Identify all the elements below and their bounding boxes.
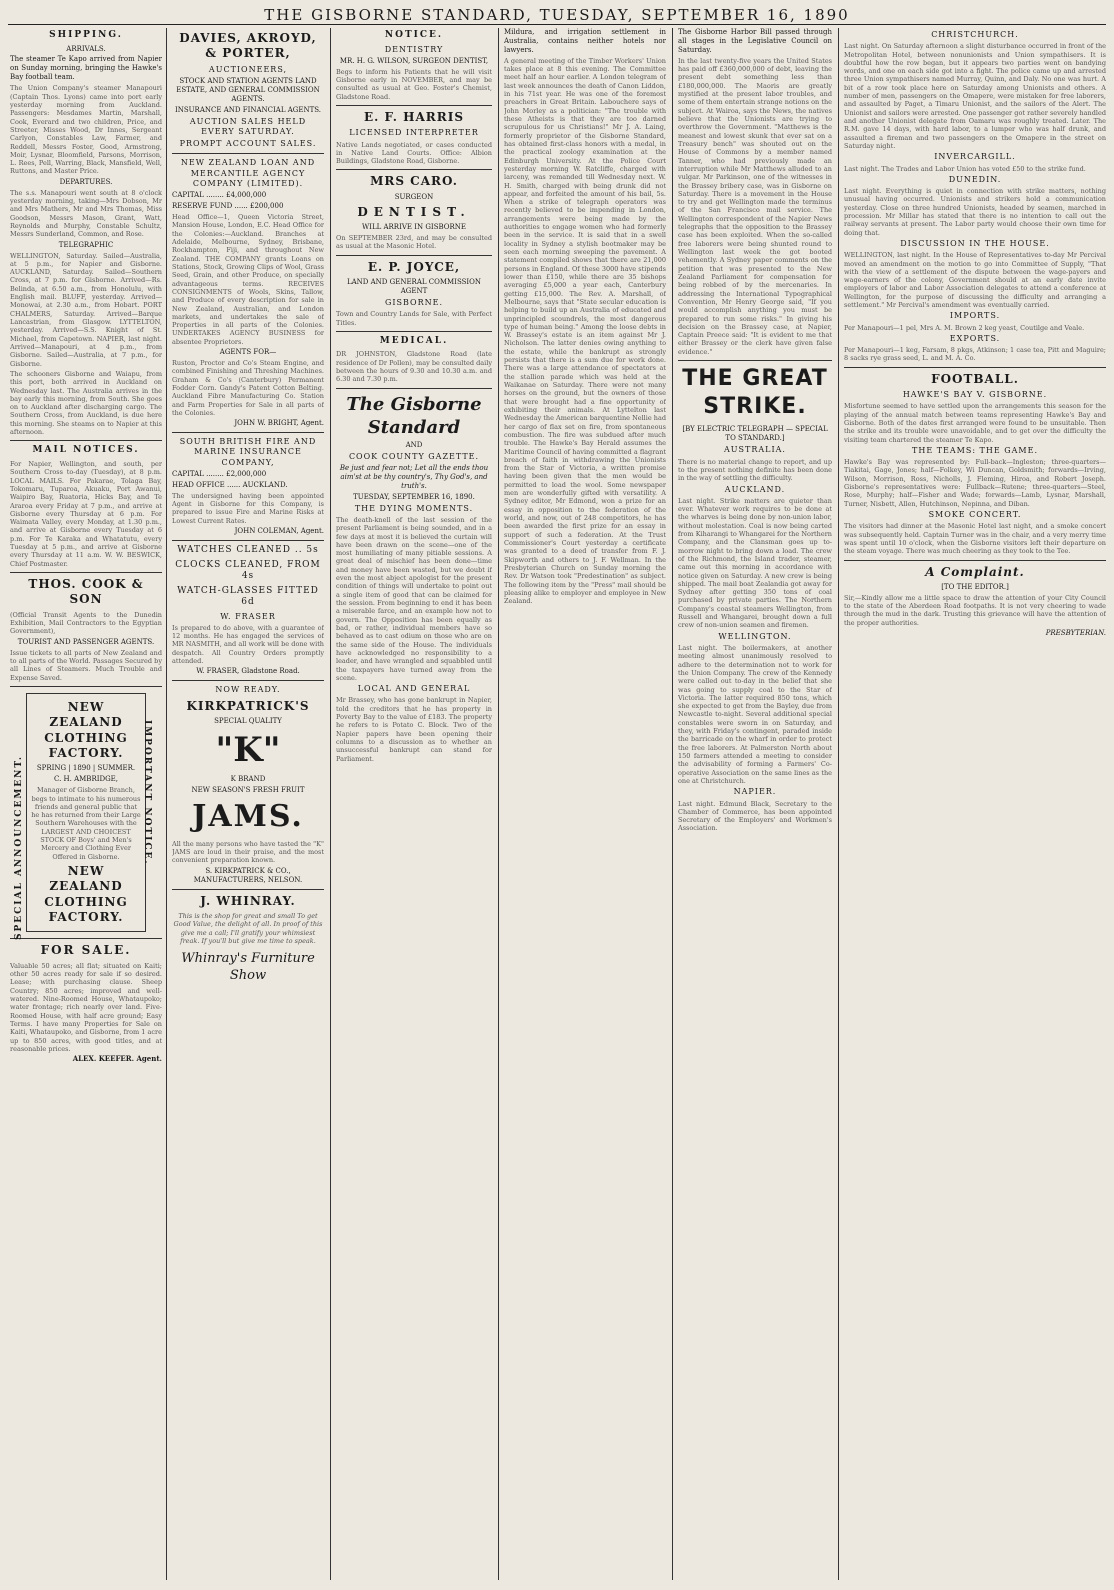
australia-heading: AUSTRALIA. bbox=[724, 445, 786, 455]
filler-text: The undersigned having been appointed Agent in Gisborne for this Company, is prepared to issue Fire and Marine Risks at Lowest Current Rates. bbox=[172, 491, 324, 525]
kirkpatrick-heading: KIRKPATRICK'S bbox=[186, 698, 310, 713]
divider bbox=[336, 105, 492, 106]
motto: Be just and fear not; Let all the ends thou aim'st at be thy country's, Thy God's, and truth's. bbox=[339, 463, 489, 490]
column-rule bbox=[330, 28, 331, 1580]
divider bbox=[172, 540, 324, 541]
complaint-heading: A Complaint. bbox=[925, 564, 1025, 579]
watches-cleaned: WATCHES CLEANED .. 5s bbox=[177, 544, 319, 555]
local-general-heading: LOCAL AND GENERAL bbox=[357, 684, 471, 694]
filler-text: Town and Country Lands for Sale, with Perfect Titles. bbox=[336, 310, 492, 327]
divider bbox=[172, 153, 324, 154]
mail-notices-heading: MAIL NOTICES. bbox=[32, 445, 140, 456]
capital-line: CAPITAL ........ £4,000,000 bbox=[172, 191, 267, 200]
divider bbox=[336, 388, 492, 389]
medical-heading: MEDICAL. bbox=[379, 335, 449, 346]
filler-text: In the last twenty-five years the United States has paid off £360,000,000 of debt, leaving the present debt something less than £180,000,000. The Maoris are greatly mystified at the present labor troubles, and some of them entertain strange notions on the subject. At Wairoa, says the News, the natives believe that the Unionists are trying to overthrow the Government. "Matthews is the meanest and lowest skunk that ever sat on a Treasury bench" was shouted out on the House of Commons by a member named Tanner, who had previously made an interruption while Mr Matthews alluded to an vulgar. Mr Parkinson, one of the witnesses in the Brassey bribery case, was in Gisborne on Saturday. There is a movement in the House to try and get Wellington made the terminus of the San Francisco mail service. The Wellington correspondent of the Napier News telegraphs that the opposition to the Brassey case has been exploited. When the so-called free laborers were being shunted round to Wellington last week the got booted vehemently. A Sydney paper comments on the petition that was presented to the New Zealand Parliament for compensation for being robbed of by the mercenaries. In addressing the International Typographical Convention, Mr Henry George said, "If you would accomplish anything you must be prepared to run some risks." In giving his decision on the Brassey case, at Napier, Captain Preece said: "It is evident to me that either Brassey or the clerk have given false evidence." bbox=[678, 56, 832, 356]
filler-text: Ruston, Proctor and Co's Steam Engine, and combined Finishing and Threshing Machines. Graham & Co's (Canterbury) Permanent Fodder Corn. Gandy's Patent Cotton Belting. Auckland Fibre Manufacturing Co. Station and Farm Properties for Sale in all parts of the Colonies. bbox=[172, 359, 324, 417]
surgeon: SURGEON bbox=[394, 192, 434, 201]
arrivals-text: The steamer Te Kapo arrived from Napier on Sunday morning, bringing the Hawke's Bay football team. bbox=[10, 55, 162, 82]
great-strike-heading: THE GREAT STRIKE. bbox=[682, 366, 828, 420]
exports-heading: EXPORTS. bbox=[949, 333, 1001, 343]
napier-heading: NAPIER. bbox=[733, 787, 777, 797]
imports-heading: IMPORTS. bbox=[949, 311, 1001, 321]
agents-for: AGENTS FOR— bbox=[219, 348, 277, 357]
divider bbox=[678, 360, 832, 361]
teams-heading: THE TEAMS: THE GAME. bbox=[912, 445, 1038, 455]
stock-agents: STOCK AND STATION AGENTS LAND ESTATE, AND GENERAL COMMISSION AGENTS. bbox=[176, 76, 320, 103]
divider bbox=[172, 680, 324, 681]
sb-office: HEAD OFFICE ...... AUCKLAND. bbox=[172, 480, 288, 489]
filler-text: Head Office—1, Queen Victoria Street, Mansion House, London, E.C. Head Office for the Colonies:—Auckland. Branches at Adelaide, Melbourne, Sydney, Brisbane, Rockhampton, Fiji, and throughout New Zealand. THE COMPANY grants Loans on Stations, Stock, Growing Clips of Wool, Grass Seed, Grain, and other Produce, on specially advantageous terms. RECEIVES CONSIGNMENTS of Wools, Skins, Tallow, and Produce of every description for sale in New Zealand, Australian, and London markets, and undertakes the sale of Properties in all parts of the Colonies. UNDERTAKES AGENCY BUSINESS for absentee Proprietors. bbox=[172, 213, 324, 346]
invercargill-heading: INVERCARGILL. bbox=[934, 152, 1016, 162]
lead-paragraph: Mildura, and irrigation settlement in Australia, contains neither hotels nor lawyers. bbox=[504, 28, 666, 54]
filler-text: Misfortune seemed to have settled upon the arrangements this season for the playing of the annual match between teams representing Hawke's Bay and Gisborne. Both of the dates first arranged were found to be unsuitable. Then the strike and its trouble were unavoidable, and to get over the difficulty the visiting team chartered the steamer Te Kapo. bbox=[844, 402, 1106, 444]
auckland-heading: AUCKLAND. bbox=[724, 484, 786, 494]
factory-footer: NEW ZEALAND CLOTHING FACTORY. bbox=[44, 864, 128, 925]
date-line: TUESDAY, SEPTEMBER 16, 1890. bbox=[353, 492, 475, 501]
wilson-line: MR. H. G. WILSON, SURGEON DENTIST, bbox=[339, 56, 489, 65]
tourist-heading: TOURIST AND PASSENGER AGENTS. bbox=[17, 637, 155, 646]
hawkes-bay-heading: HAWKE'S BAY V. GISBORNE. bbox=[902, 390, 1048, 400]
filler-text: The Union Company's steamer Manapouri (Captain Thos. Lyons) came into port early yesterday morning from Auckland. Passengers: Mesdames Martin, Marshall, Cook, Everard and two children, Price, and Streeter, Misses Wood, Dr Innes, Sergeant Carlyon, Constables Law, Farmer, and Reddell, Messrs Foster, Good, Armstrong, Moir, Lysnar, Bloomfield, Parsons, Morrison, L. Rees, Pell, Warring, Black, Mansfield, Well, Ruttons, and Master Price. bbox=[10, 84, 162, 176]
departures-heading: DEPARTURES. bbox=[59, 177, 113, 186]
column-rule bbox=[672, 28, 673, 1580]
watch-glasses: WATCH-GLASSES FITTED 6d bbox=[177, 585, 319, 608]
filler-text: Mr Brassey, who has gone bankrupt in Napier, told the creditors that he has property in Poverty Bay to the value of £183. The property he refers to is Potato C. Block. Two of the Napier papers have been opening their columns to a discussion as to whether an unsuccessful bankrupt can stand for Parliament. bbox=[336, 696, 492, 763]
column-3 bbox=[336, 28, 492, 1580]
divider bbox=[336, 331, 492, 332]
clothing-factory-ad bbox=[26, 693, 146, 933]
now-ready: NOW READY. bbox=[215, 685, 281, 695]
filler-text: Valuable 50 acres; all flat; situated on Kaiti; other 50 acres ready for sale if so desired. Lease; with purchasing clause. Sheep Country; 850 acres; improved and well-watered. Nine-Roomed House, Whataupoko; water frontage; rich nearly over land. Five-Roomed House, with half acre ground; Easy Terms. I have many Properties for Sale on Kaiti, Whataupoko, and Gisborne, from 1 acre up to 850 acres, with good titles, and at reasonable prices. bbox=[10, 961, 162, 1053]
filler-text: This is the shop for great and small To get Good Value, the delight of all. In proof of this give me a call; I'll gratify your whimsiest freak. If you'll but give me time to speak. bbox=[173, 911, 323, 945]
filler-text: On SEPTEMBER 23rd, and may be consulted as usual at the Masonic Hotel. bbox=[336, 234, 492, 251]
filler-text: Last night. Strike matters are quieter than ever. Whatever work requires to be done at the wharves is being done by non-union labor, without molestation. Coal is now being carted from Kiharangi to Whangarei for the Northern Company, and the Clansman goes up to-morrow night to bring down a load. The crew of the Richmond, the Island trader, steamer, came out this morning in accordance with notice given on Saturday. A new crew is being shipped. The mail boat Zealandia got away for Sydney after getting 350 tons of coal purchased by private parties. The Northern Company's coastal steamers Wellington, from Russell and Whangarei, brought down a full crew of non-union seamen and firemen. bbox=[678, 496, 832, 630]
divider bbox=[336, 169, 492, 170]
clocks-cleaned: CLOCKS CLEANED, FROM 4s bbox=[175, 559, 321, 582]
kirkpatrick-footer: S. KIRKPATRICK & CO., MANUFACTURERS, NELSON. bbox=[193, 866, 303, 884]
special-quality: SPECIAL QUALITY bbox=[214, 716, 282, 725]
vertical-banner-left: SPECIAL ANNOUNCEMENT. bbox=[14, 754, 24, 940]
will-arrive: WILL ARRIVE IN GISBORNE bbox=[361, 223, 467, 232]
column-2 bbox=[172, 28, 324, 1580]
wellington-heading: WELLINGTON. bbox=[718, 631, 792, 641]
column-6 bbox=[844, 28, 1106, 1580]
filler-text: Native Lands negotiated, or cases conducted in Native Land Courts. Office: Albion Buildings, Gladstone Road, Gisborne. bbox=[336, 140, 492, 166]
caro-heading: MRS CARO. bbox=[370, 174, 458, 189]
filler-text: The schooners Gisborne and Waiapu, from this port, both arrived in Auckland on Wednesday last. The Australia arrives in the bay early this morning, from South. She goes on to Auckland after discharging cargo. The Southern Cross, from Auckland, is due here this morning. She steams on to Napier at this afternoon. bbox=[10, 369, 162, 437]
filler-text: Hawke's Bay was represented by: Full-back—Ingleston; three-quarters—Tiakitai, Gage, Jones; half—Folkey, Wi Duncan, Goldsmith; forwards—Irving, Wilson, Morrison, Ross, Nicholls, J. Fleming, Hiroa, and Robert Joseph. Gisborne's representatives were: Fullback—Rutene; three-quarters—Steel, Rose, Murphy; half—Fisher and Wade; forwards—Lamb, Lysnar, Marshall, Turner, Nisbett, Allen, Hutchinson, Nepinna, and Diban. bbox=[844, 458, 1106, 508]
ambridge: C. H. AMBRIDGE, bbox=[53, 775, 119, 784]
insurance-agents: INSURANCE AND FINANCIAL AGENTS. bbox=[174, 105, 322, 114]
sb-capital: CAPITAL ........ £2,000,000 bbox=[172, 469, 267, 478]
reserve-line: RESERVE FUND ...... £200,000 bbox=[172, 202, 284, 211]
masthead-rule bbox=[8, 24, 1106, 25]
davies-heading: DAVIES, AKROYD, & PORTER, bbox=[179, 31, 317, 61]
shipping-heading: SHIPPING. bbox=[49, 30, 123, 40]
fraser-heading: W. FRASER bbox=[220, 611, 276, 621]
joyce-heading: E. P. JOYCE, bbox=[367, 259, 461, 274]
filler-text: Issue tickets to all parts of New Zealand and to all parts of the World. Passages Secured by all Lines of Steamers. Much Trouble and Expense Saved. bbox=[10, 648, 162, 682]
filler-text: Last night. The Trades and Labor Union has voted £50 to the strike fund. bbox=[844, 164, 1086, 173]
telegraphic-heading: TELEGRAPHIC bbox=[58, 240, 114, 249]
coleman-signature: JOHN COLEMAN, Agent. bbox=[234, 527, 324, 536]
spring-summer: SPRING | 1890 | SUMMER. bbox=[36, 764, 136, 773]
smoke-concert-heading: SMOKE CONCERT. bbox=[928, 510, 1022, 520]
filler-text: (Official Transit Agents to the Dunedin Exhibition, Mail Contractors to the Egyptian Government), bbox=[10, 610, 162, 636]
jams-heading: JAMS. bbox=[192, 799, 304, 835]
filler-text: Sir,—Kindly allow me a little space to draw the attention of your City Council to the state of the Aberdeen Road footpaths. It is not very cheering to wade through the mud in the dark. Trusting this grievance will have the attention of the proper authorities. bbox=[844, 593, 1106, 627]
filler-text: All the many persons who have tasted the "K" JAMS are loud in their praise, and the most convenient preparation known. bbox=[172, 839, 324, 865]
filler-text: DR JOHNSTON, Gladstone Road (late residence of Dr Pollen), may be consulted daily between the hours of 9.30 and 10.30 a.m. and 6.30 and 7.30 p.m. bbox=[336, 350, 492, 384]
filler-text: Last night. Everything is quiet in connection with strike matters, nothing unusual having occurred. Unionists and strikers hold a communication yesterday. Close on three hundred Unionists, headed by seamen, marched in procession. Mr Millar has stated that there is no intention to call out the railway servants at present. The Labor party would choose their own time for doing that. bbox=[844, 187, 1106, 237]
christchurch-heading: CHRISTCHURCH. bbox=[931, 30, 1019, 39]
k-brand: K BRAND bbox=[230, 775, 266, 784]
whinray-heading: J. WHINRAY. bbox=[200, 893, 296, 908]
land-agent: LAND AND GENERAL COMMISSION AGENT bbox=[346, 278, 482, 296]
filler-text: For Napier, Wellington, and south, per Southern Cross to-day (Tuesday), at 8 p.m. LOCAL MAILS. For Pakarae, Tolaga Bay, Tokomaru, Tuparoa, Akuaku, Port Awanui, Waipiro Bay, Ruatoria, Hicks Bay, and Te Araroa every Friday at 7 p.m., and arrive at Gisborne every Thursday at 6 p.m. For Waimata Valley, every Monday, at 1.30 p.m., and arrive at Gisborne every Tuesday at 6 p.m. For Te Karaka and Whatatutu, every Tuesday at 5 p.m., and arrive at Gisborne every Thursday at 11 a.m. W. W. BESWICK, Chief Postmaster. bbox=[10, 459, 162, 568]
dunedin-heading: DUNEDIN. bbox=[948, 174, 1002, 184]
filler-text: Is prepared to do above, with a guarantee of 12 months. He has engaged the services of MR NASMITH, and all work will be done with despatch. All Country Orders promptly attended. bbox=[172, 623, 324, 666]
for-sale-heading: FOR SALE. bbox=[40, 943, 132, 958]
furniture-show: Whinray's Furniture Show bbox=[181, 951, 315, 983]
k-brand-mark: "K" bbox=[215, 729, 281, 770]
filler-text: WELLINGTON, Saturday. Sailed—Australia, at 5 p.m., for Napier and Gisborne. AUCKLAND, Saturday. Sailed—Southern Cross, at 7 p.m. for Gisborne. Arrived—Rs. Belinda, at 6.50 a.m., from Honolulu, with English mail. BLUFF, yesterday. Arrived—Monowai, at 2.30 a.m., from Hobart. PORT CHALMERS, Saturday. Arrived—Barque Lancastrian, from Glasgow. LYTTELTON, yesterday. Arrived—S.S. Knight of St. Michael, from Capetown. NAPIER, last night. Arrived—Manapouri, at 4 p.m., from Gisborne. Sailed—Australia, at 7 p.m., for Gisborne. bbox=[10, 251, 162, 368]
for-sale-signature: ALEX. KEEFER. Agent. bbox=[72, 1054, 162, 1064]
fraser-footer: W. FRASER, Gladstone Road. bbox=[196, 667, 300, 676]
notice-heading: NOTICE. bbox=[384, 30, 444, 40]
complaint-signature: PRESBYTERIAN. bbox=[1045, 629, 1106, 638]
column-4 bbox=[504, 28, 666, 1580]
auctioneers: AUCTIONEERS, bbox=[208, 64, 288, 74]
gisborne: GISBORNE. bbox=[384, 298, 444, 307]
dentist: DENTIST. bbox=[357, 204, 471, 219]
paper-name: The Gisborne Standard bbox=[346, 393, 482, 438]
filler-text: The s.s. Manapouri went south at 8 o'clock yesterday morning, taking—Mrs Dobson, Mr and Mrs Mathers, Mr and Mrs Thomas, Miss Goodson, Messrs Mason, Grant, Watt, Reynolds and Murphy, Constable Schultz, Messrs Sunderland, Common, and Rose. bbox=[10, 188, 162, 239]
filler-text: Per Manapouri—1 keg, Farsam, 8 pkgs, Atkinson; 1 case tea, Pitt and Maguire; 8 sacks rye grass seed, L. and M. A. Co. bbox=[844, 346, 1106, 363]
football-heading: FOOTBALL. bbox=[931, 371, 1019, 386]
divider bbox=[336, 255, 492, 256]
cook-gazette: COOK COUNTY GAZETTE. bbox=[348, 451, 480, 461]
masthead: THE GISBORNE STANDARD, TUESDAY, SEPTEMBER 16, 1890 bbox=[264, 6, 850, 24]
discussion-heading: DISCUSSION IN THE HOUSE. bbox=[900, 238, 1050, 248]
south-british-heading: SOUTH BRITISH FIRE AND MARINE INSURANCE COMPANY, bbox=[179, 437, 317, 467]
divider bbox=[844, 367, 1106, 368]
by-telegraph: [BY ELECTRIC TELEGRAPH — SPECIAL TO STANDARD.] bbox=[682, 425, 828, 443]
to-editor: [TO THE EDITOR.] bbox=[941, 582, 1009, 591]
column-rule bbox=[498, 28, 499, 1580]
filler-text: Last night. On Saturday afternoon a slight disturbance occurred in front of the Metropolitan Hotel, between nonunionists and Union sympathisers. It is doubtful how the row began, but it appears two parties went on bandying words, and one on each side got into a fight. The police came up and arrested three Union sympathisers named Murray, Quinn, and Daly. No one was hurt. A bit of a row took place here on Saturday among Unionists and others. A number of men, passengers on the Omapere, were mistaken for free laborers, and assaulted by Paget, a Timaru Unionist, and the sailors of the Alert. The Unionist and sailors were arrested. One passenger got rather severely handled and another Unionist delegate from Oamaru was roughly treated. Later. The R.M. gave 14 days, with hard labor, to a lumper who was half drunk, and assaulted a fireman and two passengers on the Omapere in the street on Saturday night. bbox=[844, 42, 1106, 150]
filler-text: Begs to inform his Patients that he will visit Gisborne early in NOVEMBER, and may be consulted as usual at Geo. Foster's Chemist, Gladstone Road. bbox=[336, 67, 492, 101]
divider bbox=[172, 889, 324, 890]
nz-loan-heading: NEW ZEALAND LOAN AND MERCANTILE AGENCY COMPANY (LIMITED). bbox=[180, 158, 316, 188]
column-rule bbox=[838, 28, 839, 1580]
column-rule bbox=[166, 28, 167, 1580]
filler-text: Manager of Gisborne Branch, begs to intimate to his numerous friends and general public that he has returned from their Large Southern Warehouses with the LARGEST AND CHOICEST STOCK OF Boys' and Men's Mercery and Clothing Ever Offered in Gisborne. bbox=[31, 786, 141, 861]
divider bbox=[844, 560, 1106, 561]
vertical-banner-right: IMPORTANT NOTICE. bbox=[142, 720, 152, 866]
new-season: NEW SEASON'S FRESH FRUIT bbox=[191, 786, 305, 795]
divider bbox=[10, 686, 162, 687]
filler-text: The visitors had dinner at the Masonic Hotel last night, and a smoke concert was subsequently held. Captain Turner was in the chair, and a very merry time was spent until 10 o'clock, when the Gisborne visitors left their departure on the steam voyage. There was much cheering as they took to the Tee. bbox=[844, 522, 1106, 556]
divider bbox=[10, 572, 162, 573]
arrivals-heading: ARRIVALS. bbox=[66, 44, 106, 53]
filler-text: A general meeting of the Timber Workers' Union takes place at 8 this evening. The Committee meet half an hour earlier. A London telegram of last week announces the death of Canon Liddon, in his 71st year. He was one of the foremost preachers in Great Britain. Labouchere says of John Morley as a politician: "The trouble with these Atheists is that they are too darned scrupulous for us Christians!" Mr J. A. Laing, formerly proprietor of the Gisborne Standard, has obtained first-class honors with a medal, in the practical zoology examination at the Edinburgh University. At the Police Court yesterday morning W. Ratcliffe, charged with larceny, was remanded till Wednesday next. W. H. Smith, charged with being drunk did not appear, and forfeited the amount of his bail, 5s. When a strike of telegraph operators was recently believed to be impending in London, arrangements were being made by the authorities to engage women who had formerly been in the service. It is said that in a swell locality in Sydney a stylish bootmaker may be seen each morning sweeping the pavement. A statement compiled shows that there are 21,000 persons in England. Of these 3000 have stipends lower than £150, while there are 35 bishops averaging £5,000 a year each, Canterbury getting £15,000. The Rev. A. Marshall, of Melbourne, says that "State secular education is helping to build up an Australia of educated and unprincipled scoundrels, the most dangerous type of human being." Among the loose debts in W. Brassey's estate is an item against Mr J. Nicholson. The latter denies owing anything to the estate, while the bankrupt as strongly persists that there is a sum due for work done. There was a large attendance of spectators at the stallion parade which was held at the Waikanae on Saturday. There were not many horses on the ground, but the owners of those that were brought had a fine opportunity of exhibiting their animals. At Lyttelton last Wednesday the American barquentine Nellie had her cargo of flax set on fire, from spontaneous combustion. The fire was subdued after much trouble. The Hawke's Bay Herald assumes the Maritime Council of having committed a flagrant breach of faith in withdrawing the Unionists from the Star of Victoria, a written promise having been given that the men would be permitted to load the wool. Some newspaper men are wonderfully gifted with versatility. A Sydney editor, Mr Edmond, won a prize for an essay in opposition to the federation of the world, and now, out of 248 competitors, he has been awarded the first prize for an essay in support of such a federation. At the Trust Commissioner's Court yesterday a certificate was granted to a deed of transfer from F. J. Skipworth and others to J. F. Wellman. In the Presbyterian Church on Sunday morning the Rev. Dr Watson took "Predestination" as subject. The following item by the "Press" mail should be pleasing alike to employer and employee in New Zealand. bbox=[504, 56, 666, 606]
filler-text: Per Manapouri—1 pel, Mrs A. M. Brown 2 keg yeast, Coutilge and Veale. bbox=[844, 323, 1085, 332]
licensed-interpreter: LICENSED INTERPRETER bbox=[349, 128, 479, 138]
filler-text: Last night. Edmund Black, Secretary to the Chamber of Commerce, has been appointed Secretary of the Employers' and Workmen's Association. bbox=[678, 799, 832, 833]
column-5 bbox=[678, 28, 832, 1580]
column-1 bbox=[10, 28, 162, 1580]
filler-text: There is no material change to report, and up to the present nothing definite has been done in the way of settling the difficulty. bbox=[678, 457, 832, 483]
cook-heading: THOS. COOK & SON bbox=[28, 577, 144, 607]
factory-heading: NEW ZEALAND CLOTHING FACTORY. bbox=[44, 699, 128, 760]
harris-heading: E. F. HARRIS bbox=[363, 109, 465, 124]
divider bbox=[172, 432, 324, 433]
filler-text: Last night. The boilermakers, at another meeting almost unanimously resolved to adhere to the determination not to work for the Union Company. The crew of the Kennedy were called out to-day in the belief that she was going to supply coal to the Star of Victoria. The latter required 850 tons, which she expected to get from the Bayley, due from Newcastle to-night. Several additional special constables were sworn in on Saturday, and they, with Friday's contingent, paraded inside the barricade on the wharf in order to protect the free laborers. At Palmerston North about 150 farmers attended a meeting to consider the advisability of forming a Farmers' Co-operative Association on the same lines as the one at Christchurch. bbox=[678, 643, 832, 785]
auction-sales: AUCTION SALES HELD EVERY SATURDAY. bbox=[189, 116, 307, 136]
prompt-account: PROMPT ACCOUNT SALES. bbox=[179, 139, 317, 149]
filler-text: WELLINGTON, last night. In the House of Representatives to-day Mr Percival moved an amendment on the motion to go into Committee of Supply, "That with the view of a settlement of the dispute between the wage-payers and wage-earners of the colony, Government should at an early date invite employers of labor and Labor Association delegates to attend a conference at Wellington, for the purpose of discussing the difficulty and arranging a settlement." Mr Percival's amendment was eventually carried. bbox=[844, 251, 1106, 310]
dentistry-heading: DENTISTRY bbox=[384, 44, 444, 54]
dying-moments-heading: THE DYING MOMENTS. bbox=[354, 503, 474, 513]
divider bbox=[10, 938, 162, 939]
divider bbox=[10, 440, 162, 441]
bright-signature: JOHN W. BRIGHT, Agent. bbox=[234, 419, 324, 428]
harbour-bill: The Gisborne Harbor Bill passed through all stages in the Legislative Council on Saturday. bbox=[678, 28, 832, 54]
and: AND bbox=[405, 440, 423, 449]
filler-text: The death-knell of the last session of the present Parliament is being sounded, and in a few days at most it is believed the curtain will have been drawn on the scene—one of the most humiliating of many pitiable sessions. A great deal of mischief has been done—time and money have been wasted, but we doubt if even the most abject apologist for the present condition of things will undertake to point out a single item of good that can be claimed for the session. From beginning to end it has been a miserable farce, and an example how not to govern. The Opposition has been equally as bad, or rather, individual members have so behaved as to cast odium on those who are on the same side of the House. The individuals have acknowledged no responsibility to a leader, and have wrangled and squabbled until the taxpayers have turned away from the scene. bbox=[336, 515, 492, 682]
